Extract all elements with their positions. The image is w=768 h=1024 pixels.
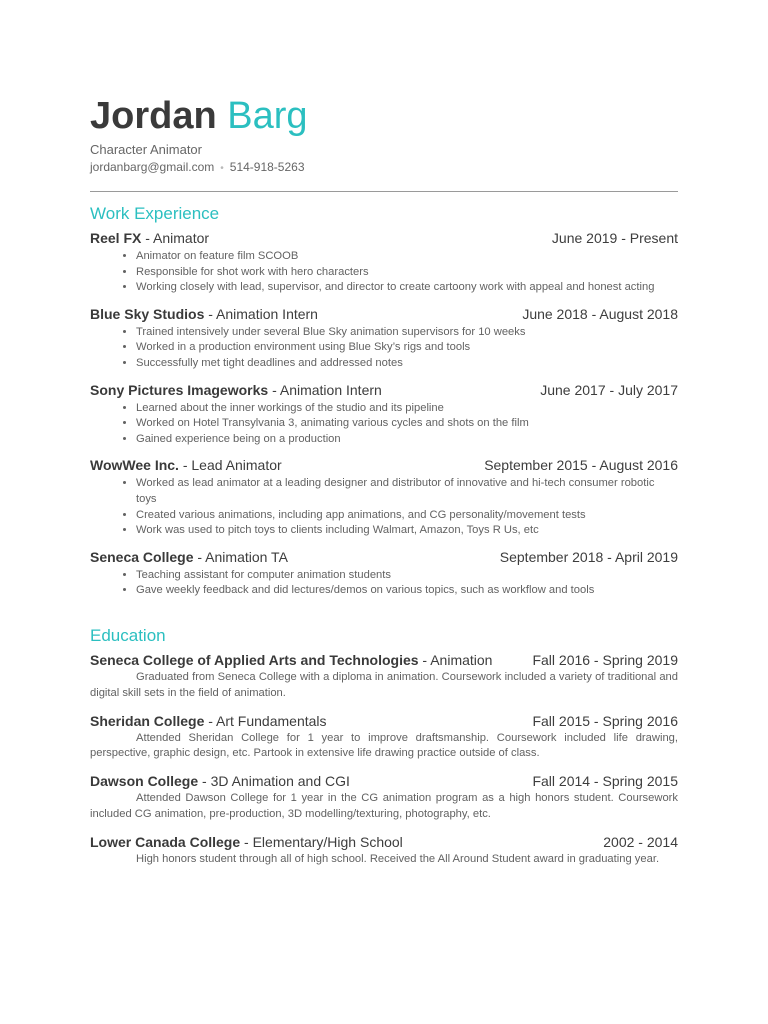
bullet-item: • Gave weekly feedback and did lectures/demos on various topics, such as workflow and tools <box>136 583 678 599</box>
bullet-item: • Worked on Hotel Transylvania 3, animating various cycles and shots on the film <box>136 416 678 432</box>
bullet-list <box>90 476 678 538</box>
entry-header <box>90 712 678 730</box>
program: - Art Fundamentals <box>204 712 327 729</box>
bullet-item: • Responsible for shot work with hero characters <box>136 265 678 281</box>
work-entry <box>90 456 678 538</box>
position: - Animation Intern <box>268 381 382 398</box>
bullet-item: • Worked as lead animator at a leading designer and distributor of innovative and hi-tech consumer robotic toys <box>136 476 678 507</box>
entry-header <box>90 548 678 566</box>
education-entry <box>90 651 678 702</box>
entry-header <box>90 772 678 790</box>
work-entry <box>90 305 678 372</box>
bullet-item: • Work was used to pitch toys to clients including Walmart, Amazon, Toys R Us, etc <box>136 523 678 539</box>
phone: 514-918-5263 <box>229 160 305 174</box>
bullet-list <box>90 401 678 448</box>
contact-line <box>90 159 678 177</box>
work-entry <box>90 229 678 296</box>
work-entry <box>90 381 678 448</box>
entry-header <box>90 381 678 399</box>
education-entry <box>90 772 678 823</box>
dates: Fall 2014 - Spring 2015 <box>532 773 678 790</box>
first-name: Jordan <box>90 95 217 137</box>
school: Sheridan College <box>90 712 205 729</box>
email: jordanbarg@gmail.com <box>90 160 215 174</box>
employer: WowWee Inc. <box>90 457 179 474</box>
program: - 3D Animation and CGI <box>198 773 350 790</box>
employer: Sony Pictures Imageworks <box>90 381 269 398</box>
school: Lower Canada College <box>90 833 241 850</box>
bullet-item: • Animator on feature film SCOOB <box>136 249 678 265</box>
contact-separator: • <box>220 163 224 174</box>
education-description: Attended Dawson College for 1 year in the CG animation program as a high honors student. Coursework included CG animation, pre-production, 3D modelling/texturing, photography, etc. <box>90 792 678 820</box>
position: - Animator <box>141 230 210 246</box>
entry-header <box>90 651 678 669</box>
dates: June 2019 - Present <box>551 230 678 246</box>
school: Dawson College <box>90 773 199 790</box>
entry-header <box>90 305 678 323</box>
bullet-item: • Working closely with lead, supervisor, and director to create cartoony work with appeal and honest acting <box>136 280 678 296</box>
bullet-item: • Gained experience being on a production <box>136 432 678 448</box>
program: - Elementary/High School <box>240 833 403 850</box>
dates: June 2017 - July 2017 <box>540 381 678 398</box>
program: - Animation <box>418 651 493 668</box>
education-description: Attended Sheridan College for 1 year to improve draftsmanship. Coursework included life drawing, perspective, graphic design, etc. Partook in extensive life drawing practice outside of class. <box>90 731 678 760</box>
bullet-item: • Worked in a production environment using Blue Sky’s rigs and tools <box>136 340 678 356</box>
education-heading: Education <box>90 625 166 645</box>
bullet-item: • Created various animations, including app animations, and CG personality/movement tests <box>136 508 678 524</box>
bullet-list <box>90 325 678 372</box>
bullet-item: • Teaching assistant for computer animation students <box>136 568 678 584</box>
position: - Lead Animator <box>178 457 282 474</box>
education-description: Graduated from Seneca College with a diploma in animation. Coursework included a variety of traditional and digital skill sets in the field of animation. <box>90 670 678 699</box>
bullet-item: • Learned about the inner workings of the studio and its pipeline <box>136 401 678 417</box>
employer: Seneca College <box>90 548 194 565</box>
employer: Blue Sky Studios <box>90 305 205 322</box>
position: - Animation Intern <box>204 305 318 322</box>
school: Seneca College of Applied Arts and Technologies <box>90 651 419 668</box>
education-description: High honors student through all of high school. Received the All Around Student award in graduating year. <box>136 852 660 865</box>
bullet-list <box>90 249 678 296</box>
dates: September 2015 - August 2016 <box>484 457 678 474</box>
work-experience-heading: Work Experience <box>90 204 220 223</box>
dates: 2002 - 2014 <box>603 833 678 850</box>
employer: Reel FX <box>90 230 142 246</box>
entry-header <box>90 456 678 474</box>
dates: June 2018 - August 2018 <box>522 305 678 322</box>
dates: Fall 2015 - Spring 2016 <box>532 712 678 729</box>
work-entry <box>90 548 678 599</box>
resume-page <box>90 94 678 877</box>
last-name: Barg <box>227 95 308 137</box>
entry-header <box>90 833 678 851</box>
job-title: Character Animator <box>90 142 202 157</box>
full-name <box>90 94 678 138</box>
entry-header <box>90 229 678 247</box>
header-divider <box>90 191 678 192</box>
position: - Animation TA <box>193 548 288 565</box>
education-entry <box>90 833 678 868</box>
education-entry <box>90 712 678 763</box>
bullet-item: • Successfully met tight deadlines and addressed notes <box>136 356 678 372</box>
bullet-item: • Trained intensively under several Blue Sky animation supervisors for 10 weeks <box>136 325 678 341</box>
dates: Fall 2016 - Spring 2019 <box>532 651 678 668</box>
bullet-list <box>90 568 678 599</box>
dates: September 2018 - April 2019 <box>499 548 678 565</box>
